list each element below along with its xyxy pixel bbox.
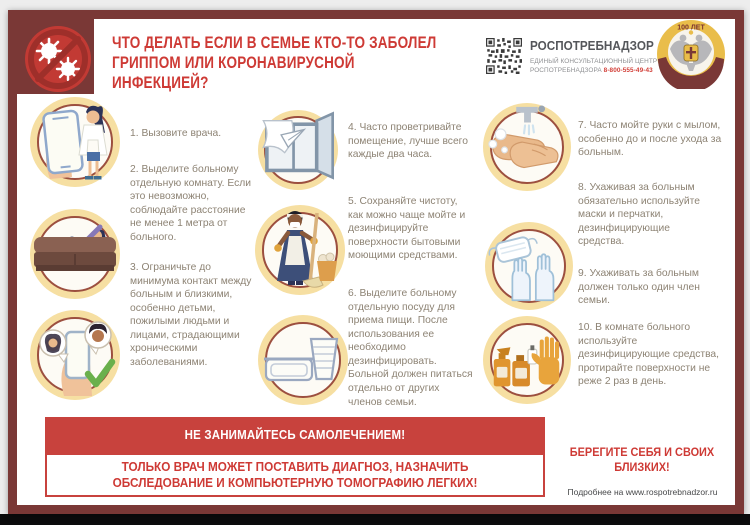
- warning-banner-text: ТОЛЬКО ВРАЧ МОЖЕТ ПОСТАВИТЬ ДИАГНОЗ, НАЗНАЧИТЬ ОБСЛЕДОВАНИЕ И КОМПЬЮТЕРНУЮ ТОМОГРАФИЮ ЛЕГКИХ!: [112, 459, 478, 490]
- gloves-mask-icon: [485, 222, 573, 310]
- agency-subtitle: [530, 57, 660, 76]
- call-doctor-icon: [30, 97, 120, 187]
- no-virus-icon: [25, 26, 91, 92]
- qr-code-icon: [486, 38, 522, 74]
- item-8-text: 8. Ухаживая за больным обязательно используйте маски и перчатки, дезинфицирующие средства.: [578, 182, 701, 248]
- item-4-badge: [258, 110, 338, 190]
- cleaning-icon: [255, 205, 345, 295]
- open-window-icon: [258, 110, 338, 190]
- item-7-text: 7. Часто мойте руки с мылом, особенно до и после ухода за больным.: [578, 120, 722, 159]
- corner-box: [8, 10, 94, 94]
- item-1-badge: [30, 97, 120, 187]
- item-5-badge: [255, 205, 345, 295]
- agency-block: [530, 38, 660, 76]
- warning-banner-body: [45, 453, 545, 497]
- warning-banner-title: НЕ ЗАНИМАЙТЕСЬ САМОЛЕЧЕНИЕМ!: [184, 428, 406, 442]
- hand-washing-icon: [483, 103, 571, 191]
- emblem-anniversary-text: 100 ЛЕТ: [677, 24, 705, 32]
- rest-couch-icon: [30, 209, 120, 299]
- bottom-black-strip: [0, 514, 750, 525]
- item-1-text: 1. Вызовите врача.: [130, 128, 222, 139]
- disinfectant-icon: [483, 316, 571, 404]
- page-title: ЧТО ДЕЛАТЬ ЕСЛИ В СЕМЬЕ КТО-ТО ЗАБОЛЕЛ ГРИППОМ ИЛИ КОРОНАВИРУСНОЙ ИНФЕКЦИЕЙ?: [112, 34, 437, 93]
- item-8-badge: [485, 222, 573, 310]
- dishes-icon: [258, 315, 348, 405]
- item-3-badge: [30, 209, 120, 299]
- item-5-text: 5. Сохраняйте чистоту, как можно чаще мойте и дезинфицируйте поверхности бытовыми моющими средствами.: [348, 196, 466, 262]
- item-10-badge: [483, 316, 571, 404]
- item-9-text: 9. Ухаживать за больным должен только один член семьи.: [578, 268, 700, 307]
- item-2-text: 2. Выделите больному отдельную комнату. Если это невозможно, соблюдайте расстояние не менее 1 метра от больного.: [130, 164, 252, 243]
- item-10-text: 10. В комнате больного используйте дезинфицирующие средства, протирайте поверхности не реже 2 раз в день.: [578, 322, 720, 388]
- footer-more-info: Подробнее на www.rospotrebnadzor.ru: [567, 487, 718, 497]
- video-chat-icon: [30, 310, 120, 400]
- agency-name: РОСПОТРЕБНАДЗОР: [530, 38, 654, 53]
- item-3-badge-2: [30, 310, 120, 400]
- item-4-text: 4. Часто проветривайте помещение, лучше всего каждые два часа.: [348, 122, 468, 161]
- footer-slogan: БЕРЕГИТЕ СЕБЯ И СВОИХ БЛИЗКИХ!: [569, 447, 715, 474]
- agency-sub-line2: РОСПОТРЕБНАДЗОРА: [530, 67, 602, 75]
- anniversary-emblem: [656, 19, 726, 89]
- item-6-badge: [258, 315, 348, 405]
- agency-phone: 8-800-555-49-43: [603, 67, 653, 75]
- item-6-text: 6. Выделите больному отдельную посуду для приема пищи. После использования ее необходимо дезинфицировать. Больной должен питаться отдельно от других членов семьи.: [348, 288, 473, 408]
- item-3-text: 3. Ограничьте до минимума контакт между больным и близкими, особенно детьми, пожилыми людьми и лицами, страдающими хроническими заболеваниями.: [130, 262, 252, 369]
- agency-sub-line1: ЕДИНЫЙ КОНСУЛЬТАЦИОННЫЙ ЦЕНТР: [530, 58, 658, 65]
- item-7-badge: [483, 103, 571, 191]
- warning-banner: [45, 417, 545, 453]
- no-virus-badge: [25, 26, 91, 92]
